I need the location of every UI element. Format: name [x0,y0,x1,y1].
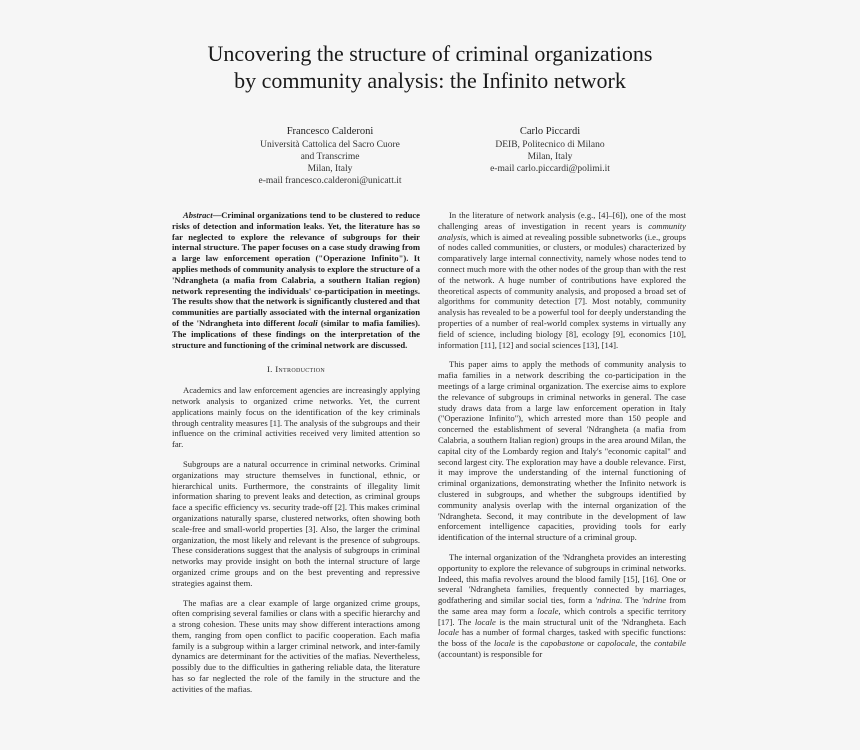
para6-italic-locale-4: locale [493,638,515,649]
author-block-piccardi [430,126,670,175]
para4-text-b: , which is aimed at revealing possible subnetworks (i.e., groups of nodes called communities, or clusters, or modules) characterized by comparatively large internal connectivity, namely whose nodes tend to connect much more with the other nodes of the group than with the rest of the network. A huge number of contributions have explored the theoretical aspects of community analysis, and proposed a broad set of algorithms for community detection [7]. Most notably, community analysis has revealed to be a powerful tool for deeply understanding the properties of a number of real-world complex systems in virtually any field of science, including biology [8], ecology [9], economics [10], information [11], [12] and social sciences [13], [14]. [438,231,686,350]
para6-italic-capolocale: capolocale [597,638,636,649]
para6-italic-locale-3: locale [438,627,459,638]
abstract [172,210,420,350]
section-heading-introduction [172,364,420,375]
para6-italic-contabile: contabile [654,638,686,649]
author-city: Milan, Italy [527,152,573,162]
author-affiliation: Università Cattolica del Sacro Cuore [260,140,400,150]
para6-italic-locale: locale [537,605,559,616]
intro-paragraph-1: Academics and law enforcement agencies are increasingly applying network analysis to organized crime networks. Yet, the current applications mainly focus on the identification of the key criminals through centrality measures [1]. The analysis of the subgroups and their influence on the criminal activities received very limited attention so far. [172,385,420,450]
section-numeral: I. [266,364,273,375]
para6-italic-capobastone: capobastone [540,638,584,649]
para6-italic-locale-2: locale [474,616,496,627]
para6-italic-ndrine: 'ndrine [641,595,667,606]
author-email: e-mail carlo.piccardi@polimi.it [490,164,610,174]
author-email: e-mail francesco.calderoni@unicatt.it [258,176,402,186]
author-affiliation-2: and Transcrime [300,152,360,162]
abstract-text-b: (similar to mafia families). The implications of these findings on the interpretation of the structure and functioning of the criminal network are discussed. [172,317,420,350]
intro-paragraph-2: Subgroups are a natural occurrence in criminal networks. Criminal organizations may structure themselves in functional, ethnic, or hierarchical units. Furthermore, the constraints of illegality limit information sharing to prevent leaks and detection, as criminal groups face a specific efficiency vs. security trade-off [2]. This makes criminal organizations naturally sparse, clustered networks, often showing both scale-free and small-world properties [3]. Also, the larger the criminal organization, the most likely and relevant is the presence of subgroups. These considerations suggest that the analysis of subgroups in criminal networks may provide insight on both the internal structure of large organized crime groups and on the best preventing and repressive strategies against them. [172,458,420,588]
section-title: Introduction [275,364,326,375]
intro-paragraph-4 [438,210,686,350]
para6-text-h: or [584,638,598,649]
abstract-text-italic: locali [298,317,318,328]
abstract-label: Abstract [183,210,213,220]
left-column [172,210,420,704]
right-column [438,210,686,669]
author-affiliation: DEIB, Politecnico di Milano [495,140,605,150]
para6-text-i: , the [635,638,654,649]
para4-italic: community analysis [438,220,686,242]
intro-paragraph-3: The mafias are a clear example of large organized crime groups, often comprising several families or clans with a specific hierarchy and a strong cohesion. These units may show different interactions among them, ranging from open conflict to pacific cooperation. Each mafia family is a subgroup within a larger criminal network, and inter-family dynamics are determinant for the activities of the mafias. Nevertheless, possibly due to the difficulties in gathering reliable data, the literature has so far neglected the role of the family in the structure and the activities of the mafias. [172,597,420,694]
para6-text-f: has a number of formal charges, tasked with specific functions: the boss of the [438,627,686,649]
intro-paragraph-6 [438,552,686,660]
para6-text-g: is the [514,638,541,649]
para6-text-a: The internal organization of the 'Ndrangheta provides an interesting opportunity to explore the relevance of subgroups in criminal networks. Indeed, this mafia revolves around the blood family [15], [16]. One or several 'Ndrangheta families, frequently connected by marriages, godfathering and similar social ties, form a [438,551,686,606]
paper-title [0,40,860,94]
para6-italic-ndrina: 'ndrina [595,595,621,606]
title-line-1: Uncovering the structure of criminal organizations [207,41,653,66]
para6-text-e: is the main structural unit of the 'Ndrangheta. Each [495,616,687,627]
para6-text-c: from the same area may form a [438,595,686,616]
author-name: Carlo Piccardi [519,126,581,137]
intro-paragraph-5: This paper aims to apply the methods of community analysis to mafia families in a network describing the co-participation in the meetings of a large criminal organization. The exercise aims to explore the relevance of subgroups in criminal networks in general. The case study draws data from a large law enforcement operation in Italy ("Operazione Infinito"), which arrested more than 150 people and concerned the establishment of several 'Ndrangheta (a mafia from Calabria, a southern Italian region) groups in the area around Milan, the capital city of the Lombardy region and Italy's "economic capital" and second largest city. The exploration may have a double relevance. First, it may improve the understanding of the internal functioning of criminal organizations, demonstrating whether the Infinito network is clustered in subgroups, and whether the subgroups identified by community analysis overlap with the internal organization of the 'Ndrangheta. Second, it may contribute in the development of law enforcement intelligence capacities, providing tools for early identification of the internal structure of a criminal group. [438,359,686,543]
author-name: Francesco Calderoni [286,126,374,137]
author-block-calderoni [220,126,440,187]
para4-text-a: In the literature of network analysis (e.g., [4]–[6]), one of the most challenging areas of investigation in recent years is [438,210,686,231]
para6-text-j: (accountant) is responsible for [438,649,543,660]
title-line-2: by community analysis: the Infinito network [234,68,626,93]
abstract-text-a: Criminal organizations tend to be clustered to reduce risks of detection and information leaks. Yet, the literature has so far neglected to explore the relevance of subgroups for their internal structure. The paper focuses on a case study drawing from a large law enforcement operation ("Operazione Infinito"). It applies methods of community analysis to explore the structure of a 'Ndrangheta (a mafia from Calabria, a southern Italian region) network representing the individuals' co-participation in meetings. The results show that the network is significantly clustered and that communities are partially associated with the internal organization of the 'Ndrangheta into different [172,210,420,328]
para6-text-d: , which controls a specific territory [17]. The [438,605,686,627]
abstract-dash: — [212,210,222,220]
author-city: Milan, Italy [307,164,353,174]
para6-text-b: . The [620,595,642,606]
